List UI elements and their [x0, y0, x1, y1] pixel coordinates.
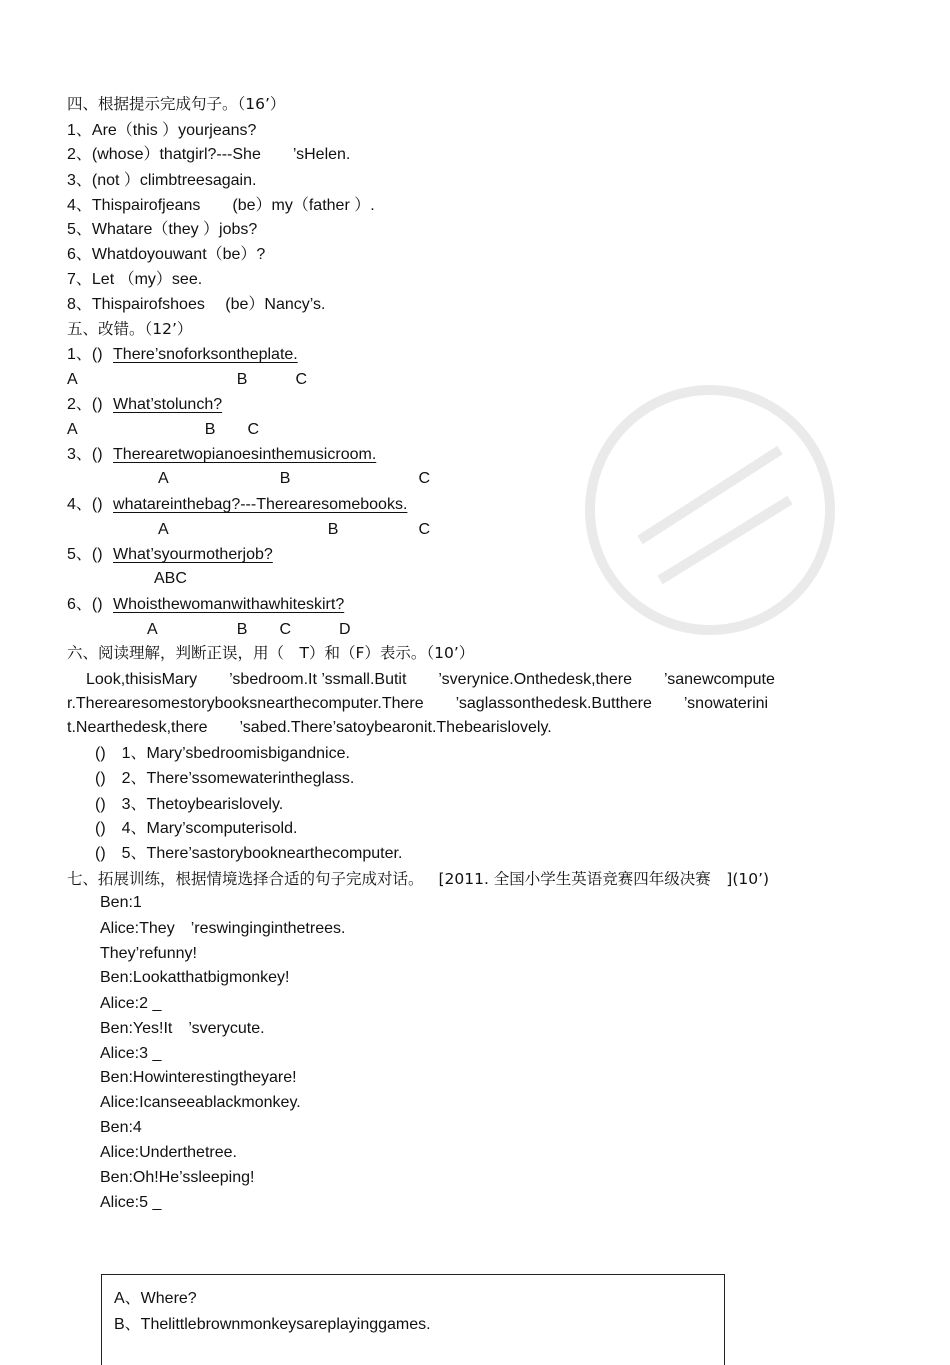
option-b: B、Thelittlebrownmonkeysareplayinggames.: [114, 1316, 431, 1333]
option-a: A、Where?: [114, 1290, 197, 1307]
sec6-item-4: () 4、Mary’scomputerisold.: [95, 820, 298, 837]
passage-line-1: Look,thisisMary ’sbedroom.It ’ssmall.Butit ’sverynice.Onthedesk,there ’sanewcompute: [86, 671, 775, 688]
sec5-item-4: [67, 495, 407, 515]
sec6-item-5: () 5、There’sastorybooknearthecomputer.: [95, 845, 403, 862]
item-number: 2、(): [67, 396, 103, 413]
sec4-item-7: 7、Let （my）see.: [67, 271, 203, 288]
sec5-item-6-letters: A B C D: [147, 621, 351, 638]
passage-line-2: r.Therearesomestorybooksnearthecomputer.There ’saglassonthedesk.Butthere ’snowaterini: [67, 695, 769, 712]
item-number: 6、(): [67, 596, 103, 613]
watermark-stamp: [560, 360, 860, 660]
dialogue-line-10: Ben:4: [100, 1119, 142, 1136]
dialogue-line-13: Alice:5 _: [100, 1194, 162, 1211]
sec5-item-1-letters: A B C: [67, 371, 308, 388]
dialogue-line-9: Alice:Icanseeablackmonkey.: [100, 1094, 301, 1111]
sec4-item-5: 5、Whatare（they ）jobs?: [67, 221, 258, 238]
sec4-item-2: 2、(whose）thatgirl?---She ’sHelen.: [67, 146, 351, 163]
section-6-title: 六、阅读理解，判断正误，用（ T）和（F）表示。（10’）: [67, 644, 475, 662]
sec5-item-5: [67, 545, 273, 565]
sec4-item-8: 8、Thispairofshoes (be）Nancy’s.: [67, 296, 326, 313]
sec5-item-3: [67, 445, 376, 465]
sec6-item-3: () 3、Thetoybearislovely.: [95, 796, 284, 813]
sec5-item-4-letters: A B C: [158, 521, 431, 538]
section-7-source: [2011. 全国小学生英语竞赛四年级决赛 ](10’): [438, 870, 770, 888]
options-box: [101, 1274, 725, 1365]
sentence: whatareinthebag?---Therearesomebooks.: [113, 496, 408, 513]
dialogue-line-1: Ben:1: [100, 894, 142, 911]
item-number: 4、(): [67, 496, 103, 513]
sentence: What’stolunch?: [113, 396, 223, 413]
sec6-item-1: () 1、Mary’sbedroomisbigandnice.: [95, 745, 350, 762]
sec6-item-2: () 2、There’ssomewaterintheglass.: [95, 770, 355, 787]
dialogue-line-7: Alice:3 _: [100, 1045, 162, 1062]
sec4-item-1: 1、Are（this ）yourjeans?: [67, 122, 257, 139]
dialogue-line-5: Alice:2 _: [100, 995, 162, 1012]
dialogue-line-8: Ben:Howinterestingtheyare!: [100, 1069, 297, 1086]
dialogue-line-3: They’refunny!: [100, 945, 197, 962]
section-4-title: 四、根据提示完成句子。（16’）: [67, 95, 286, 113]
sec5-item-2-letters: A B C: [67, 421, 260, 438]
sentence: What’syourmotherjob?: [113, 546, 273, 563]
item-number: 3、(): [67, 446, 103, 463]
item-number: 1、(): [67, 346, 103, 363]
dialogue-line-4: Ben:Lookatthatbigmonkey!: [100, 969, 290, 986]
sec5-item-2: [67, 395, 222, 415]
sec5-item-3-letters: A B C: [158, 470, 431, 487]
section-5-title: 五、改错。（12’）: [67, 320, 193, 338]
dialogue-line-11: Alice:Underthetree.: [100, 1144, 237, 1161]
sec4-item-6: 6、Whatdoyouwant（be）?: [67, 246, 266, 263]
passage-line-3: t.Nearthedesk,there ’sabed.There’satoybearonit.Thebearislovely.: [67, 719, 552, 736]
item-number: 5、(): [67, 546, 103, 563]
section-7-title: [67, 869, 769, 889]
sec4-item-3: 3、(not ）climbtreesagain.: [67, 172, 257, 189]
sec5-item-1: [67, 345, 298, 365]
sentence: Therearetwopianoesinthemusicroom.: [113, 446, 377, 463]
dialogue-line-12: Ben:Oh!He’ssleeping!: [100, 1169, 255, 1186]
sec4-item-4: 4、Thispairofjeans (be）my（father ）.: [67, 197, 375, 214]
dialogue-line-6: Ben:Yes!It ’sverycute.: [100, 1020, 265, 1037]
sentence: Whoisthewomanwithawhiteskirt?: [113, 596, 345, 613]
sentence: There’snoforksontheplate.: [113, 346, 298, 363]
sec5-item-5-letters: ABC: [154, 570, 187, 587]
dialogue-line-2: Alice:They ’reswinginginthetrees.: [100, 920, 346, 937]
section-7-heading: 七、拓展训练，根据情境选择合适的句子完成对话。: [67, 870, 424, 888]
sec5-item-6: [67, 595, 344, 615]
